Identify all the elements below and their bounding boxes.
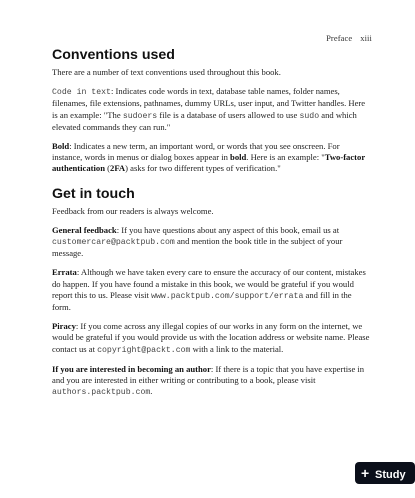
errata-paragraph — [52, 267, 370, 313]
bold-desc-3: ( — [105, 163, 111, 174]
piracy-label: Piracy — [52, 321, 76, 332]
study-button[interactable] — [355, 462, 415, 484]
running-header-section: Preface — [326, 33, 353, 43]
bold-abbr: 2FA — [110, 163, 126, 174]
customercare-email-link[interactable]: customercare@packtpub.com — [52, 238, 175, 248]
get-in-touch-intro: Feedback from our readers is always welcome. — [52, 205, 214, 216]
code-example-sudo: sudo — [299, 111, 320, 121]
get-in-touch-heading: Get in touch — [52, 185, 135, 202]
code-in-text-paragraph — [52, 86, 370, 133]
general-feedback-text-2: and mention the book title in the subject of your message. — [52, 236, 343, 259]
author-text: : If there is a topic that you have expertise in and you are interested in either writing or contributing to a book, please visit — [52, 363, 365, 386]
piracy-text-2: with a link to the material. — [190, 343, 284, 354]
page-number: xiii — [360, 33, 372, 43]
authors-url-link[interactable]: authors.packtpub.com — [52, 388, 151, 398]
author-label: If you are interested in becoming an author — [52, 363, 211, 374]
errata-text-2: and fill in the form. — [52, 289, 352, 313]
conventions-heading: Conventions used — [52, 47, 175, 63]
general-feedback-paragraph — [52, 225, 370, 260]
running-header — [52, 33, 372, 43]
plus-icon: + — [361, 465, 370, 481]
author-text-2: . — [150, 386, 153, 397]
bold-label: Bold — [52, 141, 70, 152]
bold-desc-4: ) asks for two different types of verification." — [125, 163, 281, 174]
code-in-text-desc: : Indicates code words in text, database table names, folder names, filenames, file extensions, pathnames, dummy URLs, user input, and Twitter handles. Here is an example: "The — [52, 86, 366, 120]
general-feedback-text: : If you have questions about any aspect of this book, email us at — [116, 224, 340, 235]
bold-word: bold — [230, 152, 247, 163]
piracy-text: : If you come across any illegal copies of our works in any form on the internet, we would be grateful if you would provide us with the location address or website name. Please contact us at — [52, 321, 370, 354]
code-in-text-label: Code in text — [52, 88, 111, 98]
general-feedback-label: General feedback — [52, 224, 117, 235]
errata-text: : Although we have taken every care to ensure the accuracy of our content, mistakes do happen. If you have found a mistake in this book, we would be grateful if you would report this to us. Please visit — [52, 267, 366, 300]
errata-url-link[interactable]: www.packtpub.com/support/errata — [151, 291, 304, 301]
bold-desc-2: . Here is an example: " — [246, 152, 325, 163]
page-content — [52, 46, 370, 406]
errata-label: Errata — [52, 267, 77, 278]
copyright-email-link[interactable]: copyright@packt.com — [97, 345, 191, 355]
code-in-text-desc-2: file is a database of users allowed to use — [157, 109, 300, 120]
piracy-paragraph — [52, 321, 370, 356]
bold-paragraph — [52, 141, 370, 175]
conventions-intro: There are a number of text conventions used throughout this book. — [52, 67, 281, 77]
bold-example: Two-factor authentication — [52, 152, 365, 174]
study-label: Study — [375, 469, 406, 481]
code-example-sudoers: sudoers — [122, 111, 158, 121]
bold-desc: : Indicates a new term, an important word, or words that you see onscreen. For instance, words in menus or dialog boxes appear in — [52, 141, 340, 163]
author-paragraph — [52, 364, 370, 399]
code-in-text-desc-3: and which elevated commands they can run." — [52, 109, 357, 132]
